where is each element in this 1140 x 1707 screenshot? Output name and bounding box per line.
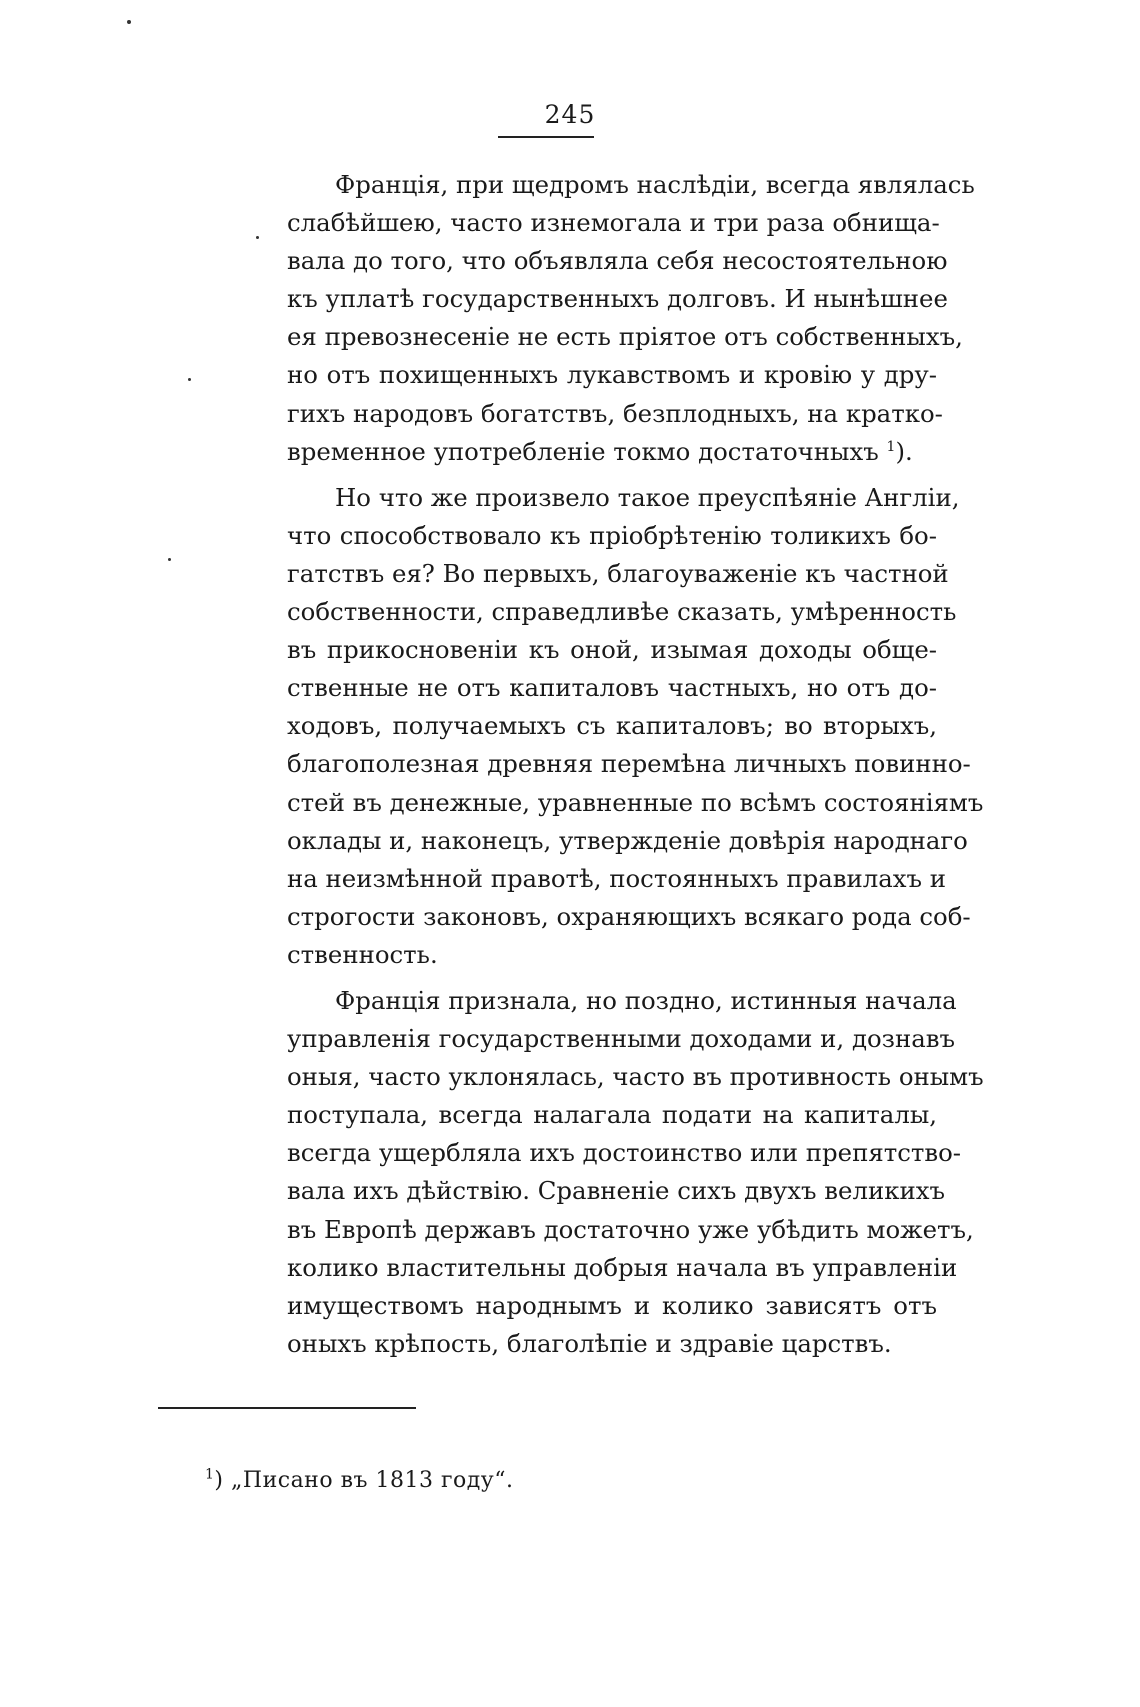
footnote-separator xyxy=(158,1407,416,1409)
text-line: что способствовало къ прiобрѣтенiю толикихъ бо- xyxy=(287,520,937,550)
text-line: ея превознесенiе не есть прiятое отъ собственныхъ, xyxy=(287,322,963,352)
text-line: вала до того, что объявляла себя несостоятельною xyxy=(287,246,948,276)
text-line: строгости законовъ, охраняющихъ всякаго рода соб- xyxy=(287,901,971,931)
text-line: ходовъ, получаемыхъ съ капиталовъ; во вторыхъ, xyxy=(287,711,937,741)
scan-speck xyxy=(256,236,259,239)
paragraph xyxy=(287,166,975,471)
text-line: гатствъ ея? Во первыхъ, благоуваженiе къ частной xyxy=(287,558,949,588)
text-line: но отъ похищенныхъ лукавствомъ и кровiю у дру- xyxy=(287,360,937,390)
text-line-content: временное употребленiе токмо достаточныхъ xyxy=(287,436,879,466)
text-line: собственности, справедливѣе сказать, умѣренность xyxy=(287,597,957,627)
text-line: всегда ущербляла ихъ достоинство или препятство- xyxy=(287,1138,962,1168)
scan-speck xyxy=(188,378,191,381)
page-number: 245 xyxy=(544,100,596,129)
footnote xyxy=(205,1468,513,1493)
text-line: стей въ денежные, уравненные по всѣмъ состоянiямъ xyxy=(287,787,984,817)
text-line: къ уплатѣ государственныхъ долговъ. И нынѣшнее xyxy=(287,284,948,314)
text-line: гихъ народовъ богатствъ, безплодныхъ, на кратко- xyxy=(287,398,943,428)
text-line: управленiя государственными доходами и, дознавъ xyxy=(287,1024,955,1054)
text-line: колико властительны добрыя начала въ управленiи xyxy=(287,1252,958,1282)
body-text xyxy=(287,166,984,1363)
text-line: Но что же произвело такое преуспѣянiе Англiи, xyxy=(335,482,960,512)
text-line: поступала, всегда налагала подати на капиталы, xyxy=(287,1100,937,1130)
footnote-text: ) „Писано въ 1813 году“. xyxy=(214,1468,514,1493)
text-line: Францiя признала, но поздно, истинныя начала xyxy=(335,985,957,1015)
text-line: на неизмѣнной правотѣ, постоянныхъ правилахъ и xyxy=(287,863,947,893)
text-line: благополезная древняя перемѣна личныхъ повинно- xyxy=(287,749,971,779)
text-line: ственность. xyxy=(287,939,438,969)
text-line: имуществомъ народнымъ и колико зависятъ отъ xyxy=(287,1290,937,1320)
text-line: въ прикосновенiи къ оной, изымая доходы обще- xyxy=(287,635,937,665)
text-line-tail: ). xyxy=(895,436,913,466)
paragraph xyxy=(287,479,984,974)
text-line: оныхъ крѣпость, благолѣпiе и здравiе царствъ. xyxy=(287,1328,892,1358)
text-line: оклады и, наконецъ, утвержденiе довѣрiя народнаго xyxy=(287,825,968,855)
text-line: Францiя, при щедромъ наслѣдiи, всегда являлась xyxy=(335,170,975,199)
text-line: ственные не отъ капиталовъ частныхъ, но отъ до- xyxy=(287,673,937,703)
text-line: вала ихъ дѣйствiю. Сравненiе сихъ двухъ великихъ xyxy=(287,1176,945,1206)
footnote-marker: 1 xyxy=(205,1466,215,1483)
scan-speck xyxy=(168,558,171,561)
text-line: слабѣйшею, часто изнемогала и три раза обнища- xyxy=(287,208,940,238)
page-number-underline xyxy=(498,136,594,138)
text-line xyxy=(287,433,937,471)
text-line: въ Европѣ державъ достаточно уже убѣдить можетъ, xyxy=(287,1214,974,1244)
scan-speck xyxy=(127,20,131,24)
paragraph xyxy=(287,982,984,1363)
text-line: оныя, часто уклонялась, часто въ противность онымъ xyxy=(287,1062,984,1092)
footnote-reference: 1 xyxy=(886,438,896,455)
